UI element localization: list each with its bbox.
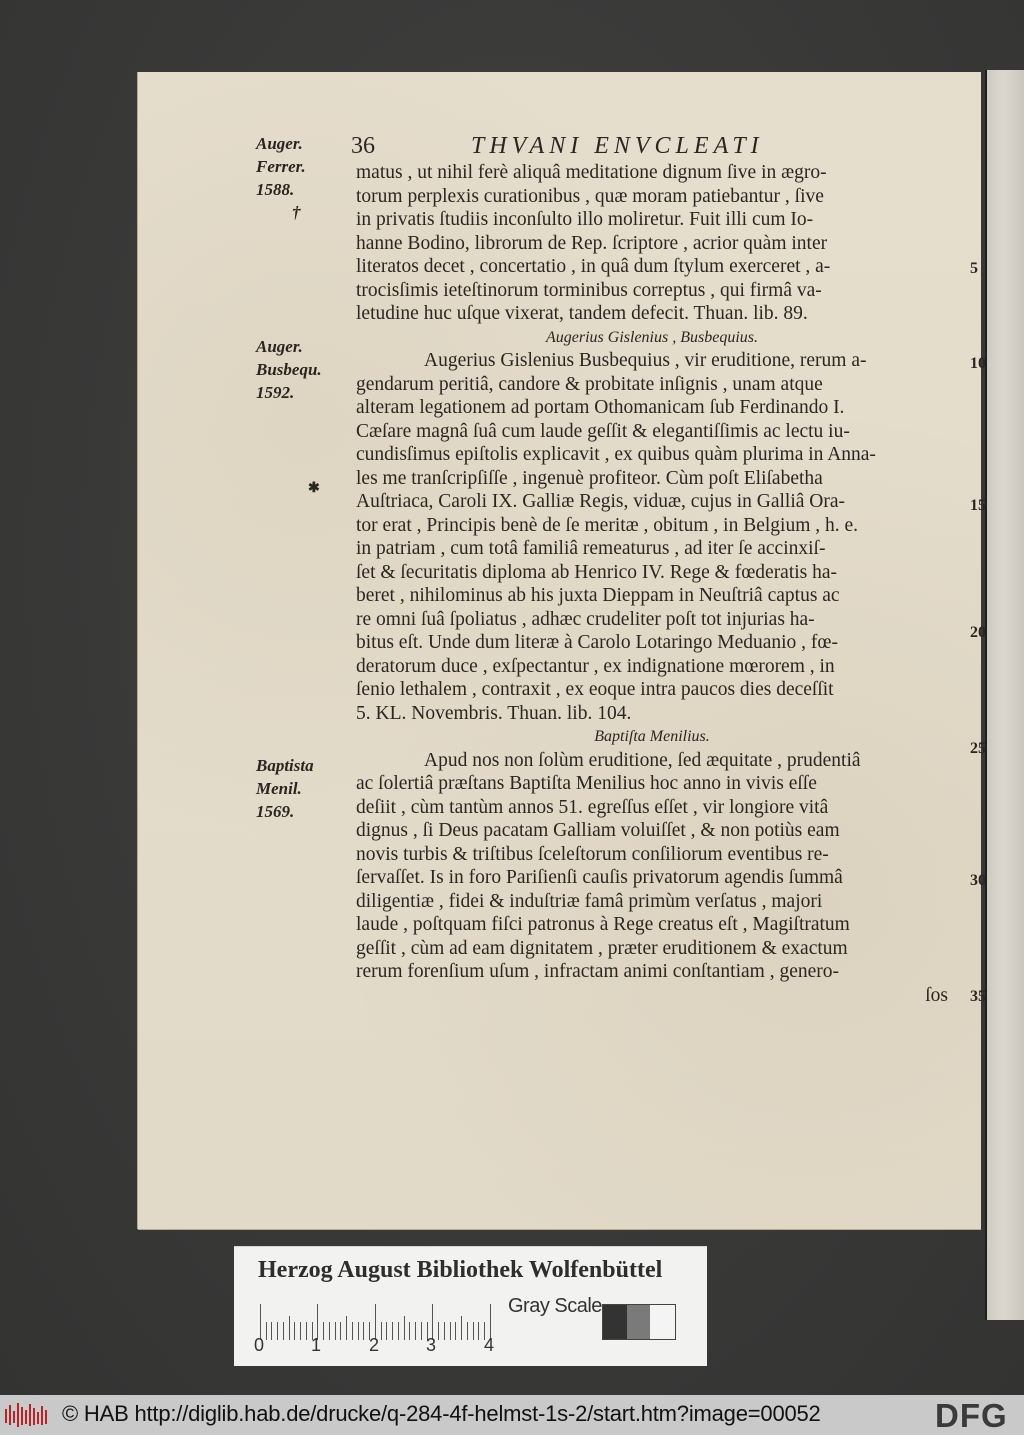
page-title: THVANI ENVCLEATI [471, 133, 764, 159]
ruler-label: 2 [369, 1335, 380, 1355]
ruler-label: 3 [426, 1335, 437, 1355]
text-line: tor erat , Principis benè de ſe meritæ , obitum , in Belgium , h. e. [356, 514, 859, 536]
margin-note-line: 1569. [256, 802, 295, 821]
text-line: matus , ut nihil ferè aliquâ meditatione dignum ſive in ægro- [356, 162, 827, 183]
library-label-card [234, 1246, 707, 1366]
book-page [138, 72, 986, 1229]
text-line: bitus eſt. Unde dum literæ à Carolo Lotaringo Meduanio , fœ- [356, 632, 838, 653]
text-line: Apud nos non ſolùm eruditione, ſed æquitate , prudentiâ [424, 749, 861, 771]
text-line: ſervaſſet. Is in foro Pariſienſi cauſis privatorum agendis ſummâ [356, 867, 843, 888]
text-line: ſenio lethalem , contraxit , ex eoque intra paucos dies deceſſit [356, 679, 834, 700]
gray-scale-label: Gray Scale [508, 1295, 602, 1317]
line-number: 15 [970, 497, 986, 514]
ruler-label: 4 [484, 1335, 495, 1355]
text-line: diligentiæ , fidei & induſtriæ famâ primùm verſatus , majori [356, 890, 823, 912]
ruler-label: 0 [254, 1335, 265, 1355]
ruler-label: 1 [311, 1335, 322, 1355]
margin-note-line: 1588. [256, 180, 295, 199]
swatch-light [650, 1305, 675, 1339]
margin-note-line: Ferrer. [256, 157, 306, 176]
margin-note-line: Auger. [256, 134, 303, 153]
text-line: Cæſare magnâ ſuâ cum laude geſſit & elegantiſſimis ac lectu iu- [356, 420, 850, 442]
text-line: torum perplexis curationibus , quæ moram patiebantur , ſive [356, 185, 824, 207]
line-number: 20 [970, 624, 986, 641]
swatch-dark [603, 1305, 627, 1339]
text-line: Auſtriaca, Caroli IX. Galliæ Regis, viduæ, cujus in Galliâ Ora- [356, 491, 846, 512]
text-line: ac ſolertiâ præſtans Baptiſta Menilius hoc anno in vivis eſſe [356, 773, 817, 794]
text-line: in privatis ſtudiis inconſulto illo moliretur. Fuit illi cum Io- [356, 209, 814, 230]
margin-note-menil [256, 754, 314, 823]
library-name: Herzog August Bibliothek Wolfenbüttel [258, 1257, 663, 1283]
text-line: hanne Bodino, librorum de Rep. ſcriptore , acrior quàm inter [356, 232, 828, 254]
section-heading: Augerius Gislenius , Busbequius. [546, 328, 758, 346]
text-line: novis turbis & triſtibus ſceleſtorum conſiliorum eventibus re- [356, 843, 829, 865]
text-line: laude , poſtquam fiſci patronus à Rege creatus eſt , Magiſtratum [356, 914, 850, 935]
gray-scale-swatches [602, 1304, 676, 1340]
margin-note-line: Busbequ. [256, 360, 322, 379]
hab-barcode-logo-icon [4, 1401, 48, 1429]
line-number: 10 [970, 355, 986, 372]
line-number: 5 [970, 260, 978, 277]
text-line: letudine huc uſque vixerat, tandem defecit. Thuan. lib. 89. [356, 303, 808, 324]
text-line: deratorum duce , exſpectantur , ex indignatione mœrorem , in [356, 655, 835, 677]
text-line: rerum forenſium uſum , infractam animi conſtantiam , genero- [356, 961, 840, 982]
text-line: alteram legationem ad portam Othomanicam ſub Ferdinando I. [356, 397, 845, 418]
text-line: gendarum peritiâ, candore & probitate inſignis , unam atque [356, 373, 823, 395]
asterisk-mark-icon: ✱ [308, 481, 320, 496]
catchword: ſos [925, 984, 948, 1006]
footer-bar [0, 1395, 1024, 1435]
text-line: Augerius Gislenius Busbequius , vir eruditione, rerum a- [424, 350, 867, 371]
text-line: les me tranſcripſiſſe , ingenuè profiteor. Cùm poſt Eliſabetha [356, 467, 823, 489]
copyright-link[interactable]: © HAB http://diglib.hab.de/drucke/q-284-4f-helmst-1s-2/start.htm?image=00052 [62, 1401, 821, 1426]
ruler-labels [254, 1335, 514, 1357]
margin-note-line: Menil. [256, 779, 302, 798]
body-text [356, 161, 948, 1007]
section-heading: Baptiſta Menilius. [594, 728, 710, 745]
text-line: literatos decet , concertatio , in quâ dum ſtylum exerceret , a- [356, 256, 831, 277]
dfg-logo: DFG [935, 1397, 1008, 1434]
text-line: beret , nihilominus ab his juxta Dieppam in Neuſtriâ captus ac [356, 585, 840, 606]
dagger-icon: † [292, 203, 301, 222]
text-line: 5. KL. Novembris. Thuan. lib. 104. [356, 702, 632, 724]
margin-note-ferrer [256, 132, 306, 224]
line-number: 25 [970, 740, 986, 757]
margin-note-line: 1592. [256, 383, 295, 402]
text-line: in patriam , cum totâ familiâ remeaturus , ad iter ſe accinxiſ- [356, 538, 826, 559]
line-number: 35 [970, 988, 986, 1005]
page-number: 36 [351, 133, 375, 159]
swatch-mid [627, 1305, 650, 1339]
text-line: trocisſimis ieteſtinorum torminibus correptus , qui firmâ va- [356, 279, 822, 301]
text-line: cundisſimus epiſtolis explicavit , ex quibus quàm plurima in Anna- [356, 444, 876, 465]
text-line: ſet & ſecuritatis diploma ab Henrico IV. Rege & fœderatis ha- [356, 561, 838, 583]
margin-note-line: Auger. [256, 337, 303, 356]
line-number: 30 [970, 872, 986, 889]
text-line: deſiit , cùm tantùm annos 51. egreſſus eſſet , vir longiore vitâ [356, 796, 829, 818]
margin-note-line: Baptista [256, 756, 314, 775]
running-head [351, 133, 951, 163]
text-line: dignus , ſi Deus pacatam Galliam voluiſſet , & non potiùs eam [356, 820, 840, 841]
text-line: geſſit , cùm ad eam dignitatem , præter eruditionem & exactum [356, 937, 848, 959]
text-line: re omni ſuâ ſpoliatus , adhæc crudeliter poſt tot injurias ha- [356, 608, 815, 630]
facing-page-edge [985, 70, 1024, 1320]
margin-note-busbequ [256, 335, 322, 404]
